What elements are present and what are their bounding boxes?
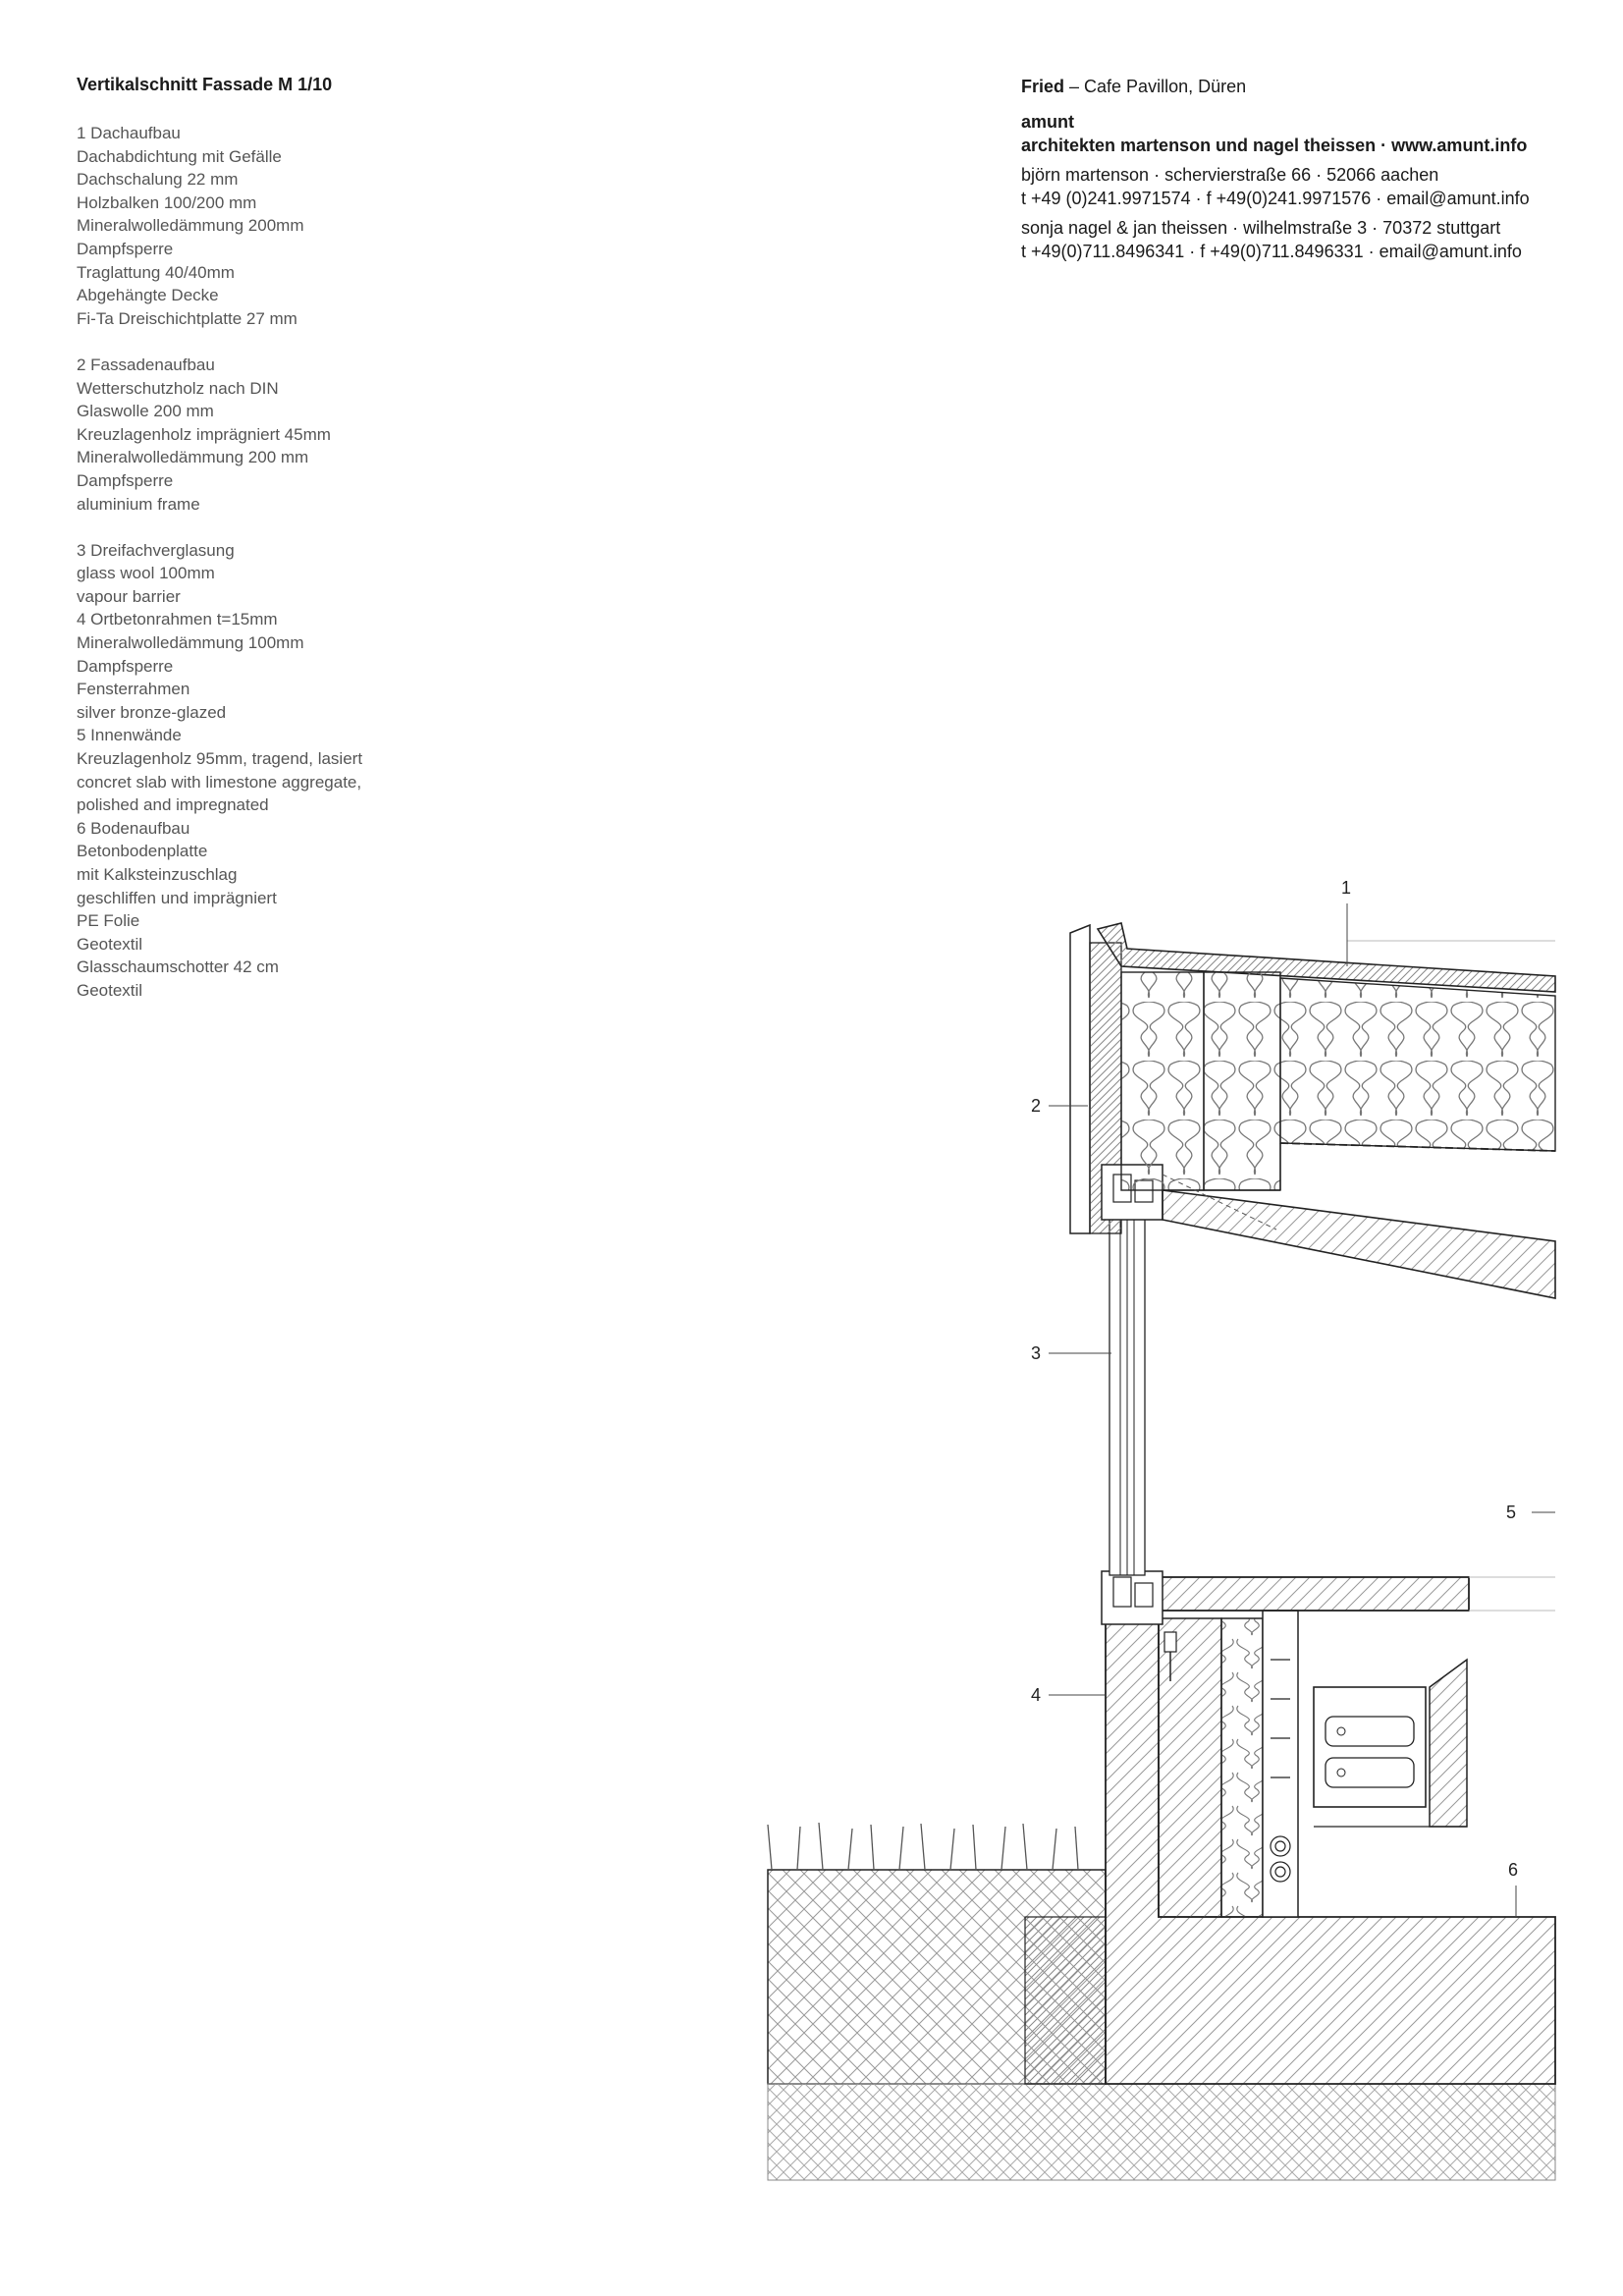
legend-item: Abgehängte Decke bbox=[77, 286, 219, 305]
suspended-ceiling bbox=[1163, 1190, 1555, 1298]
roof-section bbox=[1098, 923, 1555, 1298]
legend-item: Dampfsperre bbox=[77, 656, 174, 676]
callout-4: 4 bbox=[1031, 1685, 1042, 1705]
legend-item: Betonbodenplatte bbox=[77, 842, 208, 861]
legend-item: Dampfsperre bbox=[77, 470, 174, 490]
callout-6: 6 bbox=[1508, 1860, 1519, 1880]
project-location: – Cafe Pavillon, Düren bbox=[1064, 77, 1247, 96]
legend-item: Mineralwolledämmung 200 mm bbox=[77, 448, 309, 467]
legend-item: Traglattung 40/40mm bbox=[77, 262, 235, 282]
callout-3: 3 bbox=[1031, 1343, 1042, 1363]
callout-1: 1 bbox=[1341, 878, 1352, 898]
fixing-anchor bbox=[1164, 1632, 1176, 1652]
wall-insulation-b bbox=[1204, 972, 1280, 1190]
service-duct bbox=[1263, 1611, 1298, 1917]
callout-2: 2 bbox=[1031, 1096, 1042, 1116]
legend-item: Glasschaumschotter 42 cm bbox=[77, 957, 279, 977]
legend-item: Holzbalken 100/200 mm bbox=[77, 192, 257, 212]
roof-insulation bbox=[1280, 978, 1555, 1151]
legend-item: Kreuzlagenholz 95mm, tragend, lasiert bbox=[77, 749, 363, 769]
perimeter-insulation bbox=[1221, 1618, 1263, 1917]
legend-item: Wetterschutzholz nach DIN bbox=[77, 378, 279, 398]
legend-item: Fi-Ta Dreischichtplatte 27 mm bbox=[77, 308, 298, 328]
stuttgart-address: sonja nagel & jan theissen · wilhelmstraße 3 · 70372 stuttgart bbox=[1021, 218, 1501, 238]
legend-item: 1 Dachaufbau bbox=[77, 124, 181, 142]
legend-item: polished and impregnated bbox=[77, 795, 269, 815]
legend-item: 4 Ortbetonrahmen t=15mm bbox=[77, 610, 278, 629]
legend-item: Dampfsperre bbox=[77, 239, 174, 258]
timber-cladding bbox=[1070, 925, 1090, 1233]
callout-5: 5 bbox=[1506, 1503, 1517, 1522]
stuttgart-contact: t +49(0)711.8496341 · f +49(0)711.8496331 · email@amunt.info bbox=[1021, 242, 1522, 261]
drawing-title: Vertikalschnitt Fassade M 1/10 bbox=[77, 75, 333, 94]
legend-item: Glaswolle 200 mm bbox=[77, 402, 214, 421]
foundation-strip bbox=[1025, 1917, 1106, 2084]
grass-blades bbox=[768, 1823, 1078, 1870]
bench-element bbox=[1430, 1660, 1467, 1827]
office-name: amunt bbox=[1021, 112, 1074, 132]
legend-item: 2 Fassadenaufbau bbox=[77, 355, 215, 374]
legend-item: Fensterrahmen bbox=[77, 680, 190, 699]
legend-item: Dachabdichtung mit Gefälle bbox=[77, 146, 282, 166]
project-name: Fried bbox=[1021, 77, 1065, 96]
legend-item: mit Kalksteinzuschlag bbox=[77, 865, 238, 884]
wall-insulation-a bbox=[1121, 972, 1204, 1190]
convector-heater bbox=[1314, 1687, 1426, 1807]
legend-item: vapour barrier bbox=[77, 586, 181, 606]
office-full-name: architekten martenson und nagel theissen · www.amunt.info bbox=[1021, 136, 1528, 155]
floor-slab bbox=[1159, 1577, 1469, 1611]
legend-item: aluminium frame bbox=[77, 494, 200, 514]
legend-item: PE Folie bbox=[77, 911, 140, 931]
gravel-bed bbox=[768, 2084, 1555, 2180]
legend-item: Geotextil bbox=[77, 980, 143, 1000]
legend-item: 3 Dreifachverglasung bbox=[77, 540, 235, 560]
legend-item: Dachschalung 22 mm bbox=[77, 170, 239, 190]
legend-item: silver bronze-glazed bbox=[77, 702, 227, 722]
legend-item: concret slab with limestone aggregate, bbox=[77, 772, 362, 792]
legend-item: geschliffen und imprägniert bbox=[77, 888, 277, 907]
legend-item: 5 Innenwände bbox=[77, 726, 182, 745]
legend-item: Mineralwolledämmung 200mm bbox=[77, 216, 304, 236]
legend-item: Kreuzlagenholz imprägniert 45mm bbox=[77, 424, 331, 444]
aachen-address: björn martenson · schervierstraße 66 · 52066 aachen bbox=[1021, 165, 1439, 185]
window-sill-frame bbox=[1102, 1571, 1163, 1624]
legend-item: 6 Bodenaufbau bbox=[77, 818, 190, 838]
aachen-contact: t +49 (0)241.9971574 · f +49(0)241.9971576 · email@amunt.info bbox=[1021, 189, 1530, 208]
concrete-wall-inner bbox=[1159, 1618, 1221, 1917]
triple-glazing bbox=[1109, 1218, 1145, 1575]
legend-item: glass wool 100mm bbox=[77, 564, 215, 583]
legend-item: Geotextil bbox=[77, 934, 143, 954]
legend-item: Mineralwolledämmung 100mm bbox=[77, 633, 304, 653]
